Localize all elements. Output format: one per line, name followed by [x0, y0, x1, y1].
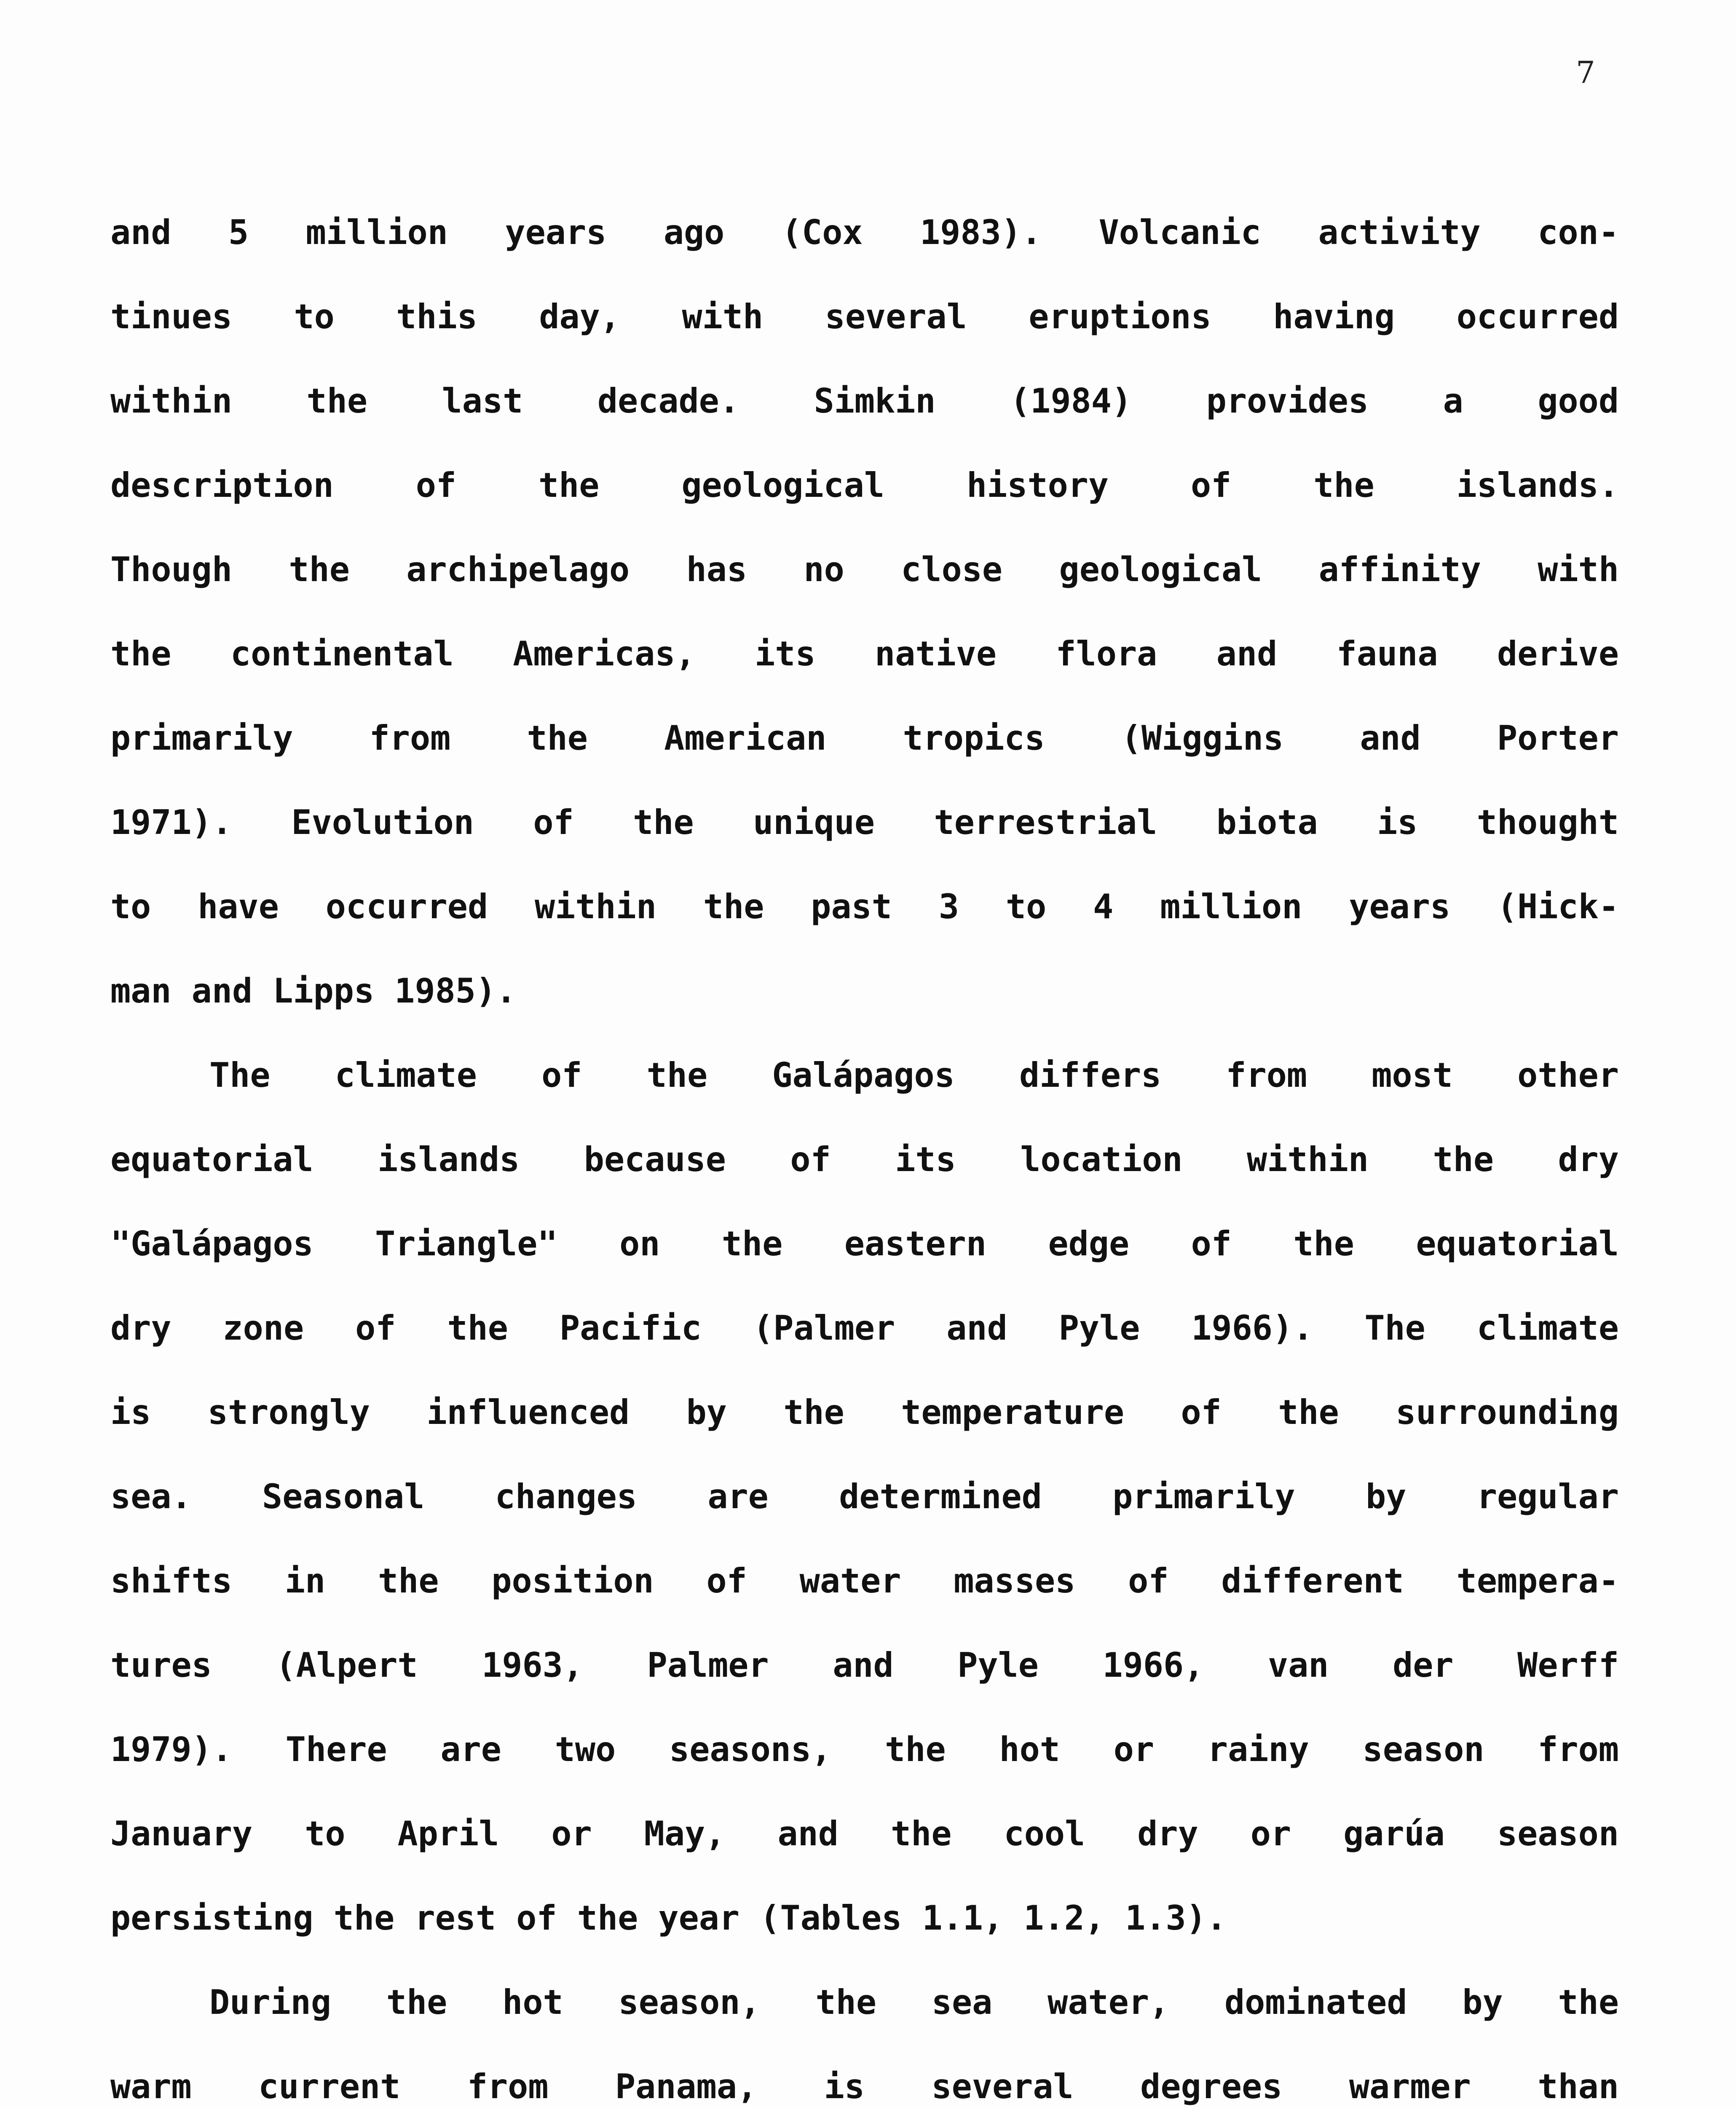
text-line: primarily from the American tropics (Wiggins and Porter [110, 718, 1619, 758]
text-line: January to April or May, and the cool dry or garúa season [110, 1814, 1619, 1853]
text-line: is strongly influenced by the temperature of the surrounding [110, 1393, 1619, 1432]
text-line: sea. Seasonal changes are determined primarily by regular [110, 1477, 1619, 1516]
text-line: dry zone of the Pacific (Palmer and Pyle 1966). The climate [110, 1308, 1619, 1348]
text-line: description of the geological history of the islands. [110, 466, 1619, 505]
text-line: warm current from Panama, is several degrees warmer than [110, 2067, 1619, 2106]
text-line: the continental Americas, its native flora and fauna derive [110, 634, 1619, 673]
text-line: Though the archipelago has no close geological affinity with [110, 550, 1619, 589]
text-line: The climate of the Galápagos differs from most other [209, 1056, 1619, 1095]
text-line: tinues to this day, with several eruptions having occurred [110, 297, 1619, 336]
text-line: to have occurred within the past 3 to 4 million years (Hick- [110, 887, 1619, 926]
text-line: shifts in the position of water masses of different tempera- [110, 1561, 1619, 1600]
text-line: persisting the rest of the year (Tables 1.1, 1.2, 1.3). [110, 1898, 1227, 1938]
text-line: within the last decade. Simkin (1984) provides a good [110, 381, 1619, 421]
text-line: equatorial islands because of its location within the dry [110, 1140, 1619, 1179]
text-line: man and Lipps 1985). [110, 971, 517, 1011]
text-line: and 5 million years ago (Cox 1983). Volcanic activity con- [110, 213, 1619, 252]
text-line: tures (Alpert 1963, Palmer and Pyle 1966, van der Werff [110, 1646, 1619, 1685]
text-line: "Galápagos Triangle" on the eastern edge of the equatorial [110, 1224, 1619, 1263]
text-line: During the hot season, the sea water, dominated by the [209, 1983, 1619, 2022]
body-text [110, 190, 1619, 2107]
text-line: 1979). There are two seasons, the hot or rainy season from [110, 1730, 1619, 1769]
text-line: 1971). Evolution of the unique terrestrial biota is thought [110, 803, 1619, 842]
page-number: 7 [1576, 55, 1595, 90]
